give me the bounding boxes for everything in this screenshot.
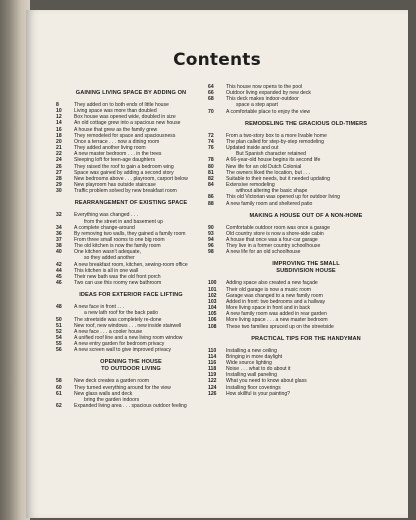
- page-number: 122: [208, 378, 217, 385]
- page-number: 62: [56, 403, 62, 410]
- entry-title: A new entry garden for bedroom privacy: [74, 341, 165, 348]
- page-number: 20: [56, 138, 62, 145]
- entry-title: Box house was opened wide, doubled in size: [74, 114, 176, 121]
- toc-section: [208, 336, 404, 397]
- entry-title: Installing floor coverings: [226, 384, 281, 391]
- page-number: 58: [56, 378, 62, 385]
- entry-title: They turned everything around for the view: [74, 384, 171, 391]
- page-number: 101: [208, 286, 217, 293]
- toc-section: [56, 292, 206, 353]
- page-number: 124: [208, 384, 217, 391]
- section-heading: MAKING A HOUSE OUT OF A NON-HOME: [249, 212, 363, 219]
- toc-section: [56, 200, 206, 286]
- section-heading: REARRANGEMENT OF EXISTING SPACE: [74, 200, 188, 207]
- entry-title: space a step apart: [236, 102, 278, 109]
- page-number: 119: [208, 372, 217, 379]
- entry-title: Installing wall paneling: [226, 372, 277, 379]
- entry-title: Old country store is now a shore-side cabin: [226, 230, 324, 237]
- page-number: 74: [208, 138, 214, 145]
- page-number: 21: [56, 145, 62, 152]
- entry-title: A unified roof line and a new living room window: [74, 335, 183, 341]
- entry-title: This kitchen is all in one wall: [74, 267, 139, 274]
- toc-section: [208, 121, 404, 207]
- page-number: 55: [56, 341, 62, 348]
- entry-title: A 66-year-old house begins its second life: [226, 157, 321, 164]
- toc-entry[interactable]: [208, 201, 404, 207]
- entry-title: Outdoor living expanded by new deck: [226, 90, 311, 97]
- toc-entry[interactable]: [56, 188, 206, 194]
- page-number: 10: [56, 108, 62, 115]
- section-heading: OPENING THE HOUSE: [100, 359, 162, 366]
- entry-title: One kitchen wasn't adequate,: [74, 249, 141, 256]
- page-number: 66: [208, 90, 214, 97]
- page-number: 14: [56, 120, 62, 127]
- toc-entry[interactable]: [208, 249, 404, 255]
- page-number: 50: [56, 316, 62, 323]
- page-number: 28: [56, 175, 62, 182]
- entry-title: This house now opens to the pool: [226, 84, 303, 90]
- page-number: 12: [56, 114, 62, 121]
- section-heading: IMPROVING THE SMALL: [272, 261, 340, 268]
- entry-title: They raised the roof to gain a bedroom wing: [74, 163, 174, 170]
- page-number: 108: [208, 323, 217, 330]
- page-number: 8: [56, 102, 59, 108]
- entry-title: Once a terrace . . . now a dining room: [74, 138, 160, 145]
- page-number: 103: [208, 298, 217, 305]
- page-number: 61: [56, 390, 62, 397]
- entry-title: New deck creates a garden room: [74, 378, 150, 385]
- entry-title: A house that grew as the family grew: [74, 126, 158, 133]
- entry-title: New bedrooms above . . . playroom, carport below: [74, 175, 188, 182]
- entry-title: Their old garage is now a music room: [226, 286, 311, 293]
- page-number: 98: [208, 249, 214, 256]
- section-heading: GAINING LIVING SPACE BY ADDING ON: [75, 90, 187, 96]
- section-heading: IDEAS FOR EXTERIOR FACE LIFTING: [79, 292, 183, 299]
- page-number: 22: [56, 151, 62, 158]
- page-number: 84: [208, 182, 214, 189]
- entry-title: New life for an old Dutch Colonial: [226, 163, 302, 170]
- entry-title: But Spanish character retained: [236, 151, 306, 158]
- page-number: 16: [56, 126, 62, 133]
- right-column: [208, 84, 404, 403]
- entry-title: Everything was changed . . .: [74, 212, 138, 219]
- toc-entry[interactable]: [56, 280, 206, 286]
- toc-entry[interactable]: [208, 109, 404, 115]
- entry-title: A new family room and sheltered patio: [226, 200, 313, 207]
- page-number: 26: [56, 163, 62, 170]
- entry-title: A complete change-around: [74, 224, 135, 231]
- page-number: 116: [208, 360, 217, 366]
- toc-section: [208, 84, 404, 115]
- page-number: 56: [56, 347, 62, 354]
- page-number: 60: [56, 384, 62, 391]
- entry-title: A new breakfast room, kitchen, sewing-room office: [74, 261, 188, 268]
- entry-title: Traffic problem solved by new breakfast room: [74, 188, 177, 195]
- entry-title: The owners liked the location, but . . .: [226, 169, 311, 176]
- entry-title: This deck makes indoor-outdoor: [226, 96, 299, 103]
- entry-title: A new face . . . a cooler house: [74, 328, 143, 335]
- page-number: 24: [56, 157, 62, 164]
- page-number: 96: [208, 243, 214, 250]
- entry-title: Their new bath was the old front porch: [74, 273, 161, 280]
- entry-title: without altering the basic shape: [236, 188, 308, 195]
- entry-title: Suitable to their needs, but it needed updating: [226, 175, 330, 182]
- entry-title: Added in front: two bedrooms and a hallway: [226, 298, 326, 305]
- section-heading-line2: SUBDIVISION HOUSE: [276, 268, 336, 275]
- page-number: 52: [56, 328, 62, 335]
- page-number: 118: [208, 366, 217, 373]
- entry-title: Garage was changed to a new family room: [226, 292, 323, 299]
- entry-title: What you need to know about glass: [226, 378, 307, 385]
- page-number: 110: [208, 347, 217, 354]
- page-number: 30: [56, 188, 62, 195]
- entry-title: These two families spruced up on the streetside: [226, 323, 334, 330]
- entry-title: bring the garden indoors: [84, 396, 140, 403]
- page-number: 37: [56, 236, 62, 243]
- entry-title: New glass walls and deck: [74, 390, 133, 397]
- entry-title: The old kitchen is now the family room: [74, 243, 161, 250]
- entry-title: They remodeled for space and spaciousness: [74, 132, 176, 139]
- page-number: 36: [56, 230, 62, 237]
- entry-title: They added another living room: [74, 145, 146, 152]
- toc-section: [56, 90, 206, 194]
- entry-title: Extensive remodeling: [226, 182, 275, 189]
- page-number: 40: [56, 249, 62, 256]
- entry-title: Two can use this roomy new bathroom: [74, 280, 162, 287]
- toc-section: [208, 261, 404, 329]
- entry-title: A comfortable place to enjoy the view: [226, 108, 311, 115]
- page-number: 81: [208, 169, 214, 176]
- page-number: 100: [208, 280, 217, 287]
- entry-title: Comfortable outdoor room was once a garage: [226, 224, 330, 231]
- toc-entry[interactable]: [56, 347, 206, 353]
- entry-title: a new lath roof for the back patio: [84, 310, 158, 317]
- page-number: 90: [208, 224, 214, 231]
- page-number: 34: [56, 224, 62, 231]
- entry-title: From a two-story box to a more livable home: [226, 132, 327, 139]
- entry-title: Space was gained by adding a second story: [74, 169, 174, 176]
- page-number: 18: [56, 132, 62, 139]
- page-number: 68: [208, 96, 214, 103]
- page-number: 76: [208, 145, 214, 152]
- page-title: Contents: [173, 50, 261, 70]
- entry-title: Adding space also created a new façade: [226, 280, 318, 287]
- entry-title: A new face in front . . .: [74, 304, 125, 311]
- page-number: 51: [56, 322, 62, 329]
- page-number: 82: [208, 175, 214, 182]
- entry-title: New roof, new windows . . . new inside stairwell: [74, 322, 182, 329]
- entry-title: More living space in front and in back: [226, 305, 311, 312]
- page-number: 29: [56, 182, 62, 189]
- toc-entry[interactable]: [56, 403, 206, 409]
- toc-section: [208, 213, 404, 256]
- toc-entry[interactable]: [208, 391, 404, 397]
- page-number: 102: [208, 292, 217, 299]
- contents-page: [26, 10, 408, 518]
- page-number: 27: [56, 169, 62, 176]
- page-number: 78: [208, 157, 214, 164]
- entry-title: How skillful is your painting?: [226, 390, 290, 397]
- page-number: 126: [208, 390, 217, 397]
- page-number: 32: [56, 212, 62, 219]
- left-column: [56, 84, 206, 415]
- entry-title: They added on to both ends of little house: [74, 102, 169, 108]
- page-number: 114: [208, 353, 217, 360]
- page-number: 64: [208, 84, 214, 90]
- page-number: 70: [208, 108, 214, 115]
- page-number: 38: [56, 243, 62, 250]
- entry-title: from the street in and basement up: [84, 218, 163, 225]
- page-number: 86: [208, 194, 214, 201]
- entry-title: Sleeping loft for teen-age daughters: [74, 157, 155, 164]
- entry-title: The plan called for step-by-step remodeling: [226, 138, 324, 145]
- entry-title: A new screen wall to give improved privacy: [74, 347, 172, 354]
- toc-entry[interactable]: [208, 324, 404, 330]
- entry-title: A new life for an old schoolhouse: [226, 249, 301, 256]
- entry-title: Bringing in more daylight: [226, 353, 283, 360]
- entry-title: More living space . . . a new master bedroom: [226, 317, 328, 324]
- entry-title: Installing a new ceiling: [226, 347, 277, 354]
- page-number: 44: [56, 267, 62, 274]
- section-heading-line2: TO OUTDOOR LIVING: [101, 366, 161, 373]
- page-number: 88: [208, 200, 214, 207]
- entry-title: Living space was more than doubled: [74, 108, 157, 115]
- page-number: 105: [208, 311, 217, 318]
- entry-title: Wide source lighting: [226, 360, 272, 366]
- entry-title: New playroom has outside staircase: [74, 182, 156, 189]
- entry-title: The streetside was completely re-done: [74, 316, 162, 323]
- page-number: 72: [208, 132, 214, 139]
- page-number: 93: [208, 230, 214, 237]
- entry-title: They live in a former country schoolhouse: [226, 243, 321, 250]
- page-number: 45: [56, 273, 62, 280]
- page-number: 54: [56, 335, 62, 341]
- page-number: 104: [208, 305, 217, 312]
- entry-title: By removing two walls, they gained a family room: [74, 230, 186, 237]
- page-number: 42: [56, 261, 62, 268]
- page-number: 80: [208, 163, 214, 170]
- entry-title: This old Victorian was opened up for outdoor living: [226, 194, 341, 201]
- page-number: 94: [208, 236, 214, 243]
- entry-title: Noise . . . what to do about it: [226, 366, 291, 373]
- page-number: 106: [208, 317, 217, 324]
- entry-title: From three small rooms to one big room: [74, 236, 165, 243]
- entry-title: Updated inside and out: [226, 145, 279, 152]
- entry-title: so they added another: [84, 255, 135, 262]
- entry-title: A house that once was a four-car garage: [226, 236, 318, 243]
- page-number: 48: [56, 304, 62, 311]
- entry-title: A new master bedroom . . . in the trees: [74, 151, 162, 158]
- entry-title: A new family room was added in rear garden: [226, 311, 327, 318]
- section-heading: REMODELING THE GRACIOUS OLD-TIMERS: [244, 120, 368, 127]
- toc-section: [56, 359, 206, 409]
- entry-title: An old cottage grew into a spacious new house: [74, 120, 181, 127]
- entry-title: Expanded living area . . . spacious outdoor feeling: [74, 403, 187, 410]
- section-heading: PRACTICAL TIPS FOR THE HANDYMAN: [251, 335, 361, 342]
- page-number: 46: [56, 280, 62, 287]
